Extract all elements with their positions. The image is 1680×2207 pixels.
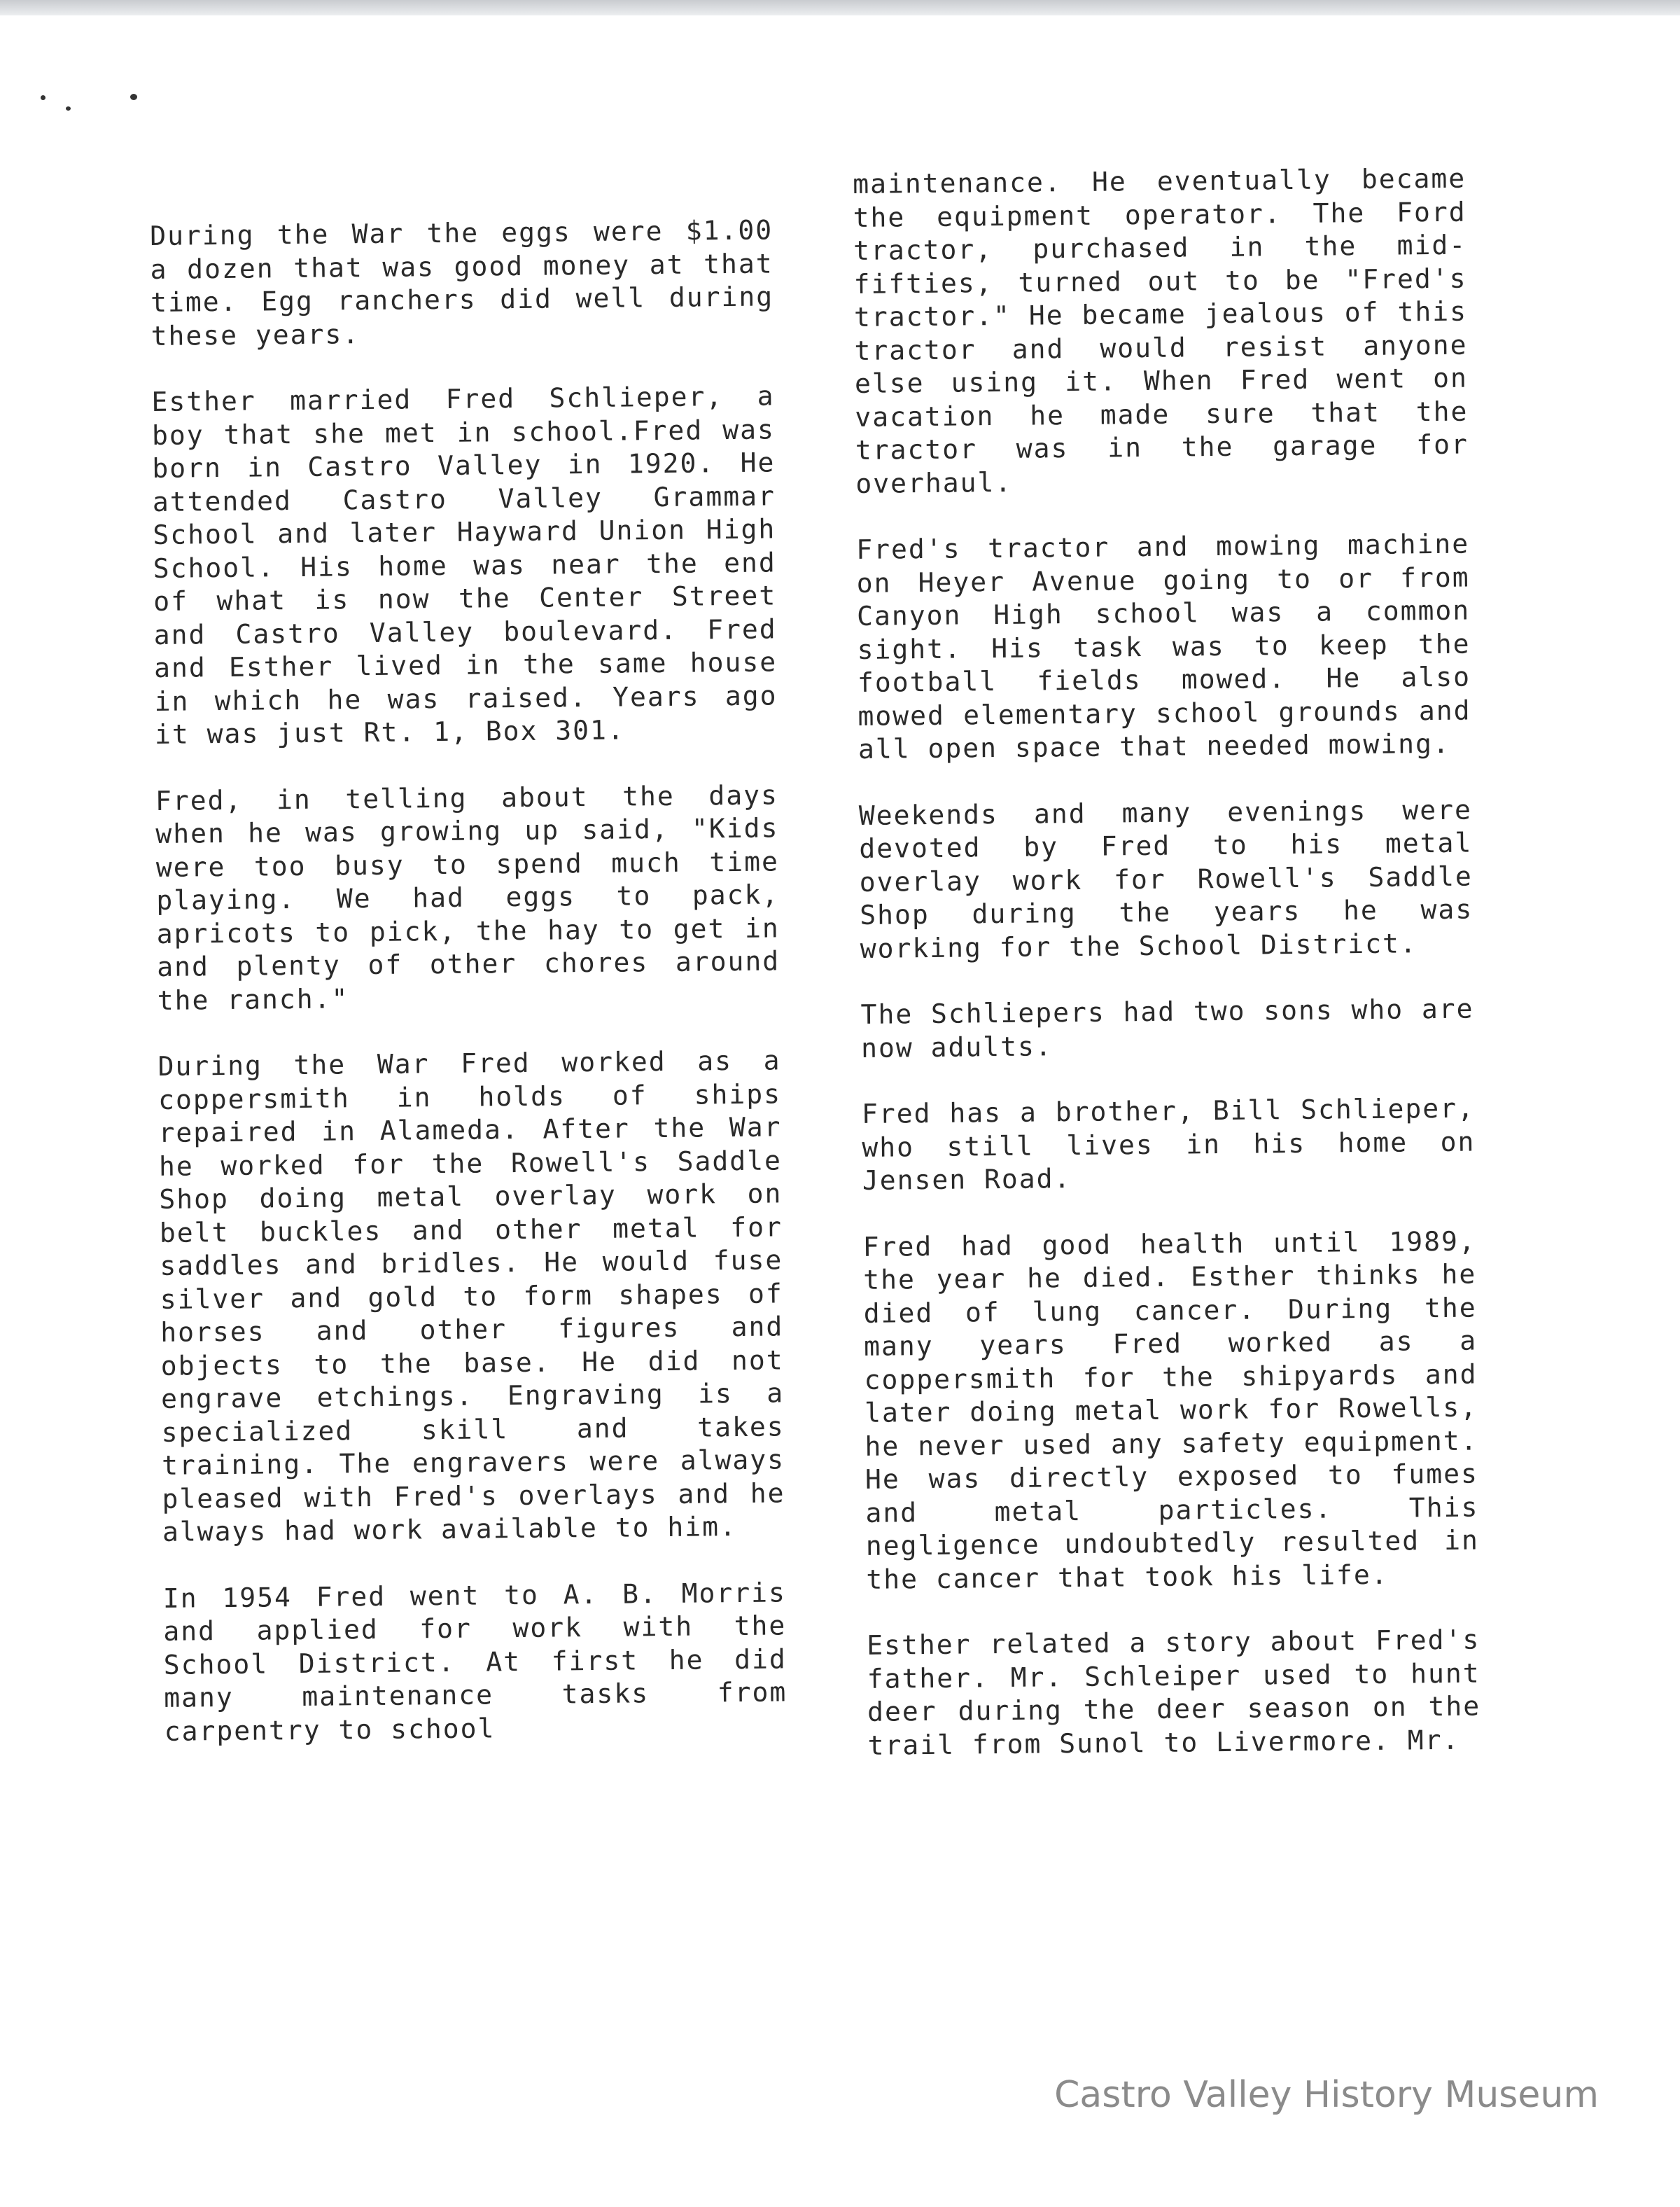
paragraph: During the War Fred worked as a coppersmith in holds of ships repaired in Alameda. After the War he worked for the Rowell's Saddle Shop doing metal overlay work on belt buckles and other metal for saddles and bridles. He would fuse silver and gold to form shapes of horses and other figures and objects to the base. He did not engrave etchings. Engraving is a specialized skill and takes training. The engravers were always pleased with Fred's overlays and he always had work available to him. [158, 1045, 785, 1547]
dust-speck [130, 94, 137, 100]
left-text-column [150, 214, 788, 1781]
paragraph: Fred had good health until 1989, the year he died. Esther thinks he died of lung cancer. During the many years Fred worked as a coppersmith for the shipyards and later doing metal work for Rowells, he never used any safety equipment. He was directly exposed to fumes and metal particles. This negligence undoubtedly resulted in the cancer that took his life. [862, 1225, 1480, 1595]
right-text-column [853, 162, 1481, 1795]
paragraph: Fred, in telling about the days when he was growing up said, "Kids were too busy to spend much time playing. We had eggs to pack, apricots to pick, the hay to get in and plenty of other chores around the ranch." [155, 779, 780, 1016]
scan-edge [0, 0, 1680, 15]
paragraph: Fred's tractor and mowing machine on Heyer Avenue going to or from Canyon High school was a common sight. His task was to keep the football fields mowed. He also mowed elementary school grounds and all open space that needed mowing. [856, 528, 1471, 765]
paragraph: Esther related a story about Fred's father. Mr. Schleiper used to hunt deer during the deer season on the trail from Sunol to Livermore. Mr. [867, 1624, 1481, 1761]
paragraph: The Schliepers had two sons who are now adults. [860, 993, 1474, 1064]
paragraph: Esther married Fred Schlieper, a boy that she met in school.Fred was born in Castro Valley in 1920. He attended Castro Valley Grammar School and later Hayward Union High School. His home was near the end of what is now the Center Street and Castro Valley boulevard. Fred and Esther lived in the same house in which he was raised. Years ago it was just Rt. 1, Box 301. [151, 380, 778, 750]
dust-speck [41, 95, 46, 100]
dust-speck [66, 106, 71, 111]
paragraph: In 1954 Fred went to A. B. Morris and applied for work with the School District. At first he did many maintenance tasks from carpentry to school [162, 1576, 788, 1747]
paragraph: During the War the eggs were $1.00 a dozen that was good money at that time. Egg ranchers did well during these years. [150, 214, 774, 351]
museum-watermark: Castro Valley History Museum [1054, 2074, 1599, 2116]
paragraph: Weekends and many evenings were devoted by Fred to his metal overlay work for Rowell's Saddle Shop during the years he was working for the School District. [858, 794, 1474, 964]
paragraph: Fred has a brother, Bill Schlieper, who still lives in his home on Jensen Road. [861, 1092, 1476, 1196]
paragraph: maintenance. He eventually became the equipment operator. The Ford tractor, purchased in the mid-fifties, turned out to be "Fred's tractor." He became jealous of this tractor and would resist anyone else using it. When Fred went on vacation he made sure that the tractor was in the garage for overhaul. [853, 162, 1469, 499]
